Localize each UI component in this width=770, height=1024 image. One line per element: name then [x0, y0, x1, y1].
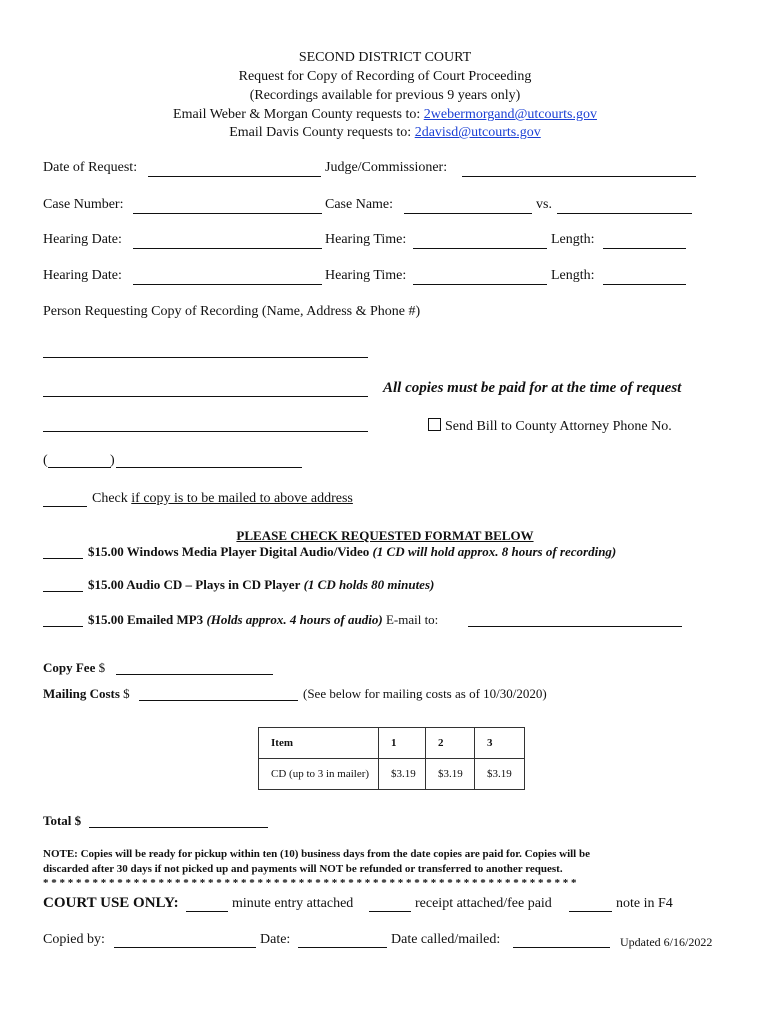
date-field[interactable] — [298, 947, 387, 948]
mailing-costs-note: (See below for mailing costs as of 10/30/2020) — [303, 686, 547, 701]
hearing-time-label-1: Hearing Time: — [325, 232, 407, 247]
format-cd-check-field[interactable] — [43, 591, 83, 592]
format-cd-label: $15.00 Audio CD – Plays in CD Player — [88, 577, 301, 592]
length-field-1[interactable] — [603, 248, 686, 249]
table-cell-item: CD (up to 3 in mailer) — [259, 759, 379, 790]
vs-label: vs. — [536, 197, 552, 212]
format-wmp-note: (1 CD will hold approx. 8 hours of recording) — [372, 544, 617, 559]
date-called-label: Date called/mailed: — [391, 932, 501, 947]
case-number-field[interactable] — [133, 213, 322, 214]
table-cell-3: $3.19 — [475, 759, 525, 790]
date-label: Date: — [260, 932, 291, 947]
format-mp3-check-field[interactable] — [43, 626, 83, 627]
mailing-costs-row — [43, 686, 130, 702]
copy-fee-dollar: $ — [98, 660, 106, 675]
note-separator: * * * * * * * * * * * * * * * * * * * * * * * * * * * * * * * * * * * * * * * * * * * * * * * * * * * * * * * * * * * * * * * * * — [43, 877, 577, 889]
table-header-row — [259, 728, 525, 759]
requester-line-2[interactable] — [43, 396, 368, 397]
weber-email-line — [0, 107, 770, 123]
minute-entry-label: minute entry attached — [232, 896, 354, 911]
copy-fee-row — [43, 660, 105, 676]
mailing-costs-label: Mailing Costs — [43, 686, 120, 701]
weber-email-prefix: Email Weber & Morgan County requests to: — [173, 107, 421, 122]
person-requesting-label: Person Requesting Copy of Recording (Name, Address & Phone #) — [43, 304, 421, 319]
mailing-costs-field[interactable] — [139, 700, 298, 701]
receipt-field[interactable] — [369, 911, 411, 912]
phone-open-paren: ( — [43, 453, 48, 468]
table-header-3: 3 — [475, 728, 525, 759]
table-header-1: 1 — [379, 728, 426, 759]
receipt-label: receipt attached/fee paid — [415, 896, 552, 911]
copy-fee-label: Copy Fee — [43, 660, 96, 675]
hearing-date-label-2: Hearing Date: — [43, 268, 122, 283]
davis-email-prefix: Email Davis County requests to: — [229, 125, 412, 140]
court-use-label: COURT USE ONLY: — [43, 895, 179, 911]
requester-line-1[interactable] — [43, 357, 368, 358]
note-f4-label: note in F4 — [616, 896, 673, 911]
length-label-1: Length: — [551, 232, 595, 247]
hearing-date-label-1: Hearing Date: — [43, 232, 122, 247]
court-name: SECOND DISTRICT COURT — [298, 50, 472, 65]
phone-close-paren: ) — [110, 453, 115, 468]
copied-by-label: Copied by: — [43, 932, 105, 947]
weber-email-link[interactable]: 2webermorgand@utcourts.gov — [423, 107, 597, 122]
judge-field[interactable] — [462, 176, 696, 177]
case-number-label: Case Number: — [43, 197, 124, 212]
table-cell-1: $3.19 — [379, 759, 426, 790]
table-header-item: Item — [259, 728, 379, 759]
format-heading: PLEASE CHECK REQUESTED FORMAT BELOW — [236, 528, 534, 543]
davis-email-link[interactable]: 2davisd@utcourts.gov — [414, 125, 541, 140]
county-attorney-label: Send Bill to County Attorney Phone No. — [445, 419, 672, 434]
note-line-1: NOTE: Copies will be ready for pickup within ten (10) business days from the date copies are paid for. Copies will be — [43, 848, 590, 860]
hearing-time-field-2[interactable] — [413, 284, 547, 285]
format-wmp-label: $15.00 Windows Media Player Digital Audio/Video — [88, 544, 370, 559]
date-called-field[interactable] — [513, 947, 610, 948]
format-wmp — [88, 544, 616, 560]
judge-label: Judge/Commissioner: — [325, 160, 448, 175]
minute-entry-field[interactable] — [186, 911, 228, 912]
case-name-vs-field[interactable] — [557, 213, 692, 214]
date-of-request-label: Date of Request: — [43, 160, 138, 175]
availability-note: (Recordings available for previous 9 years only) — [249, 88, 521, 103]
county-attorney-option[interactable] — [428, 418, 672, 435]
length-field-2[interactable] — [603, 284, 686, 285]
hearing-time-field-1[interactable] — [413, 248, 547, 249]
case-name-label: Case Name: — [325, 197, 394, 212]
format-cd — [88, 577, 434, 593]
format-mp3-label: $15.00 Emailed MP3 — [88, 612, 204, 627]
mp3-email-field[interactable] — [468, 626, 682, 627]
copy-fee-field[interactable] — [116, 674, 273, 675]
mailing-costs-table — [258, 727, 525, 790]
format-mp3 — [88, 612, 438, 628]
length-label-2: Length: — [551, 268, 595, 283]
copied-by-field[interactable] — [114, 947, 256, 948]
phone-number-field[interactable] — [116, 467, 302, 468]
mail-check-text — [92, 491, 353, 507]
mailing-costs-dollar: $ — [123, 686, 130, 701]
davis-email-line — [0, 125, 770, 141]
mail-check-description: if copy is to be mailed to above address — [131, 491, 353, 506]
hearing-date-field-2[interactable] — [133, 284, 322, 285]
updated-date: Updated 6/16/2022 — [620, 935, 713, 949]
case-name-field[interactable] — [404, 213, 532, 214]
note-line-2: discarded after 30 days if not picked up and payments will NOT be refunded or transferred to another request. — [43, 863, 563, 875]
note-f4-field[interactable] — [569, 911, 612, 912]
format-wmp-check-field[interactable] — [43, 558, 83, 559]
mail-check-prefix: Check — [92, 491, 128, 506]
form-title: Request for Copy of Recording of Court Proceeding — [238, 69, 532, 84]
hearing-time-label-2: Hearing Time: — [325, 268, 407, 283]
format-mp3-note: (Holds approx. 4 hours of audio) — [206, 612, 383, 627]
requester-line-3[interactable] — [43, 431, 368, 432]
county-attorney-checkbox[interactable] — [428, 418, 441, 431]
phone-area-code-field[interactable] — [48, 467, 111, 468]
table-cell-2: $3.19 — [426, 759, 475, 790]
hearing-date-field-1[interactable] — [133, 248, 322, 249]
total-label: Total $ — [43, 813, 82, 828]
date-of-request-field[interactable] — [148, 176, 321, 177]
payment-notice: All copies must be paid for at the time of request — [383, 380, 682, 396]
mail-check-field[interactable] — [43, 506, 87, 507]
table-row — [259, 759, 525, 790]
format-mp3-email-label: E-mail to: — [385, 612, 439, 627]
total-field[interactable] — [89, 827, 268, 828]
table-header-2: 2 — [426, 728, 475, 759]
format-cd-note: (1 CD holds 80 minutes) — [303, 577, 435, 592]
